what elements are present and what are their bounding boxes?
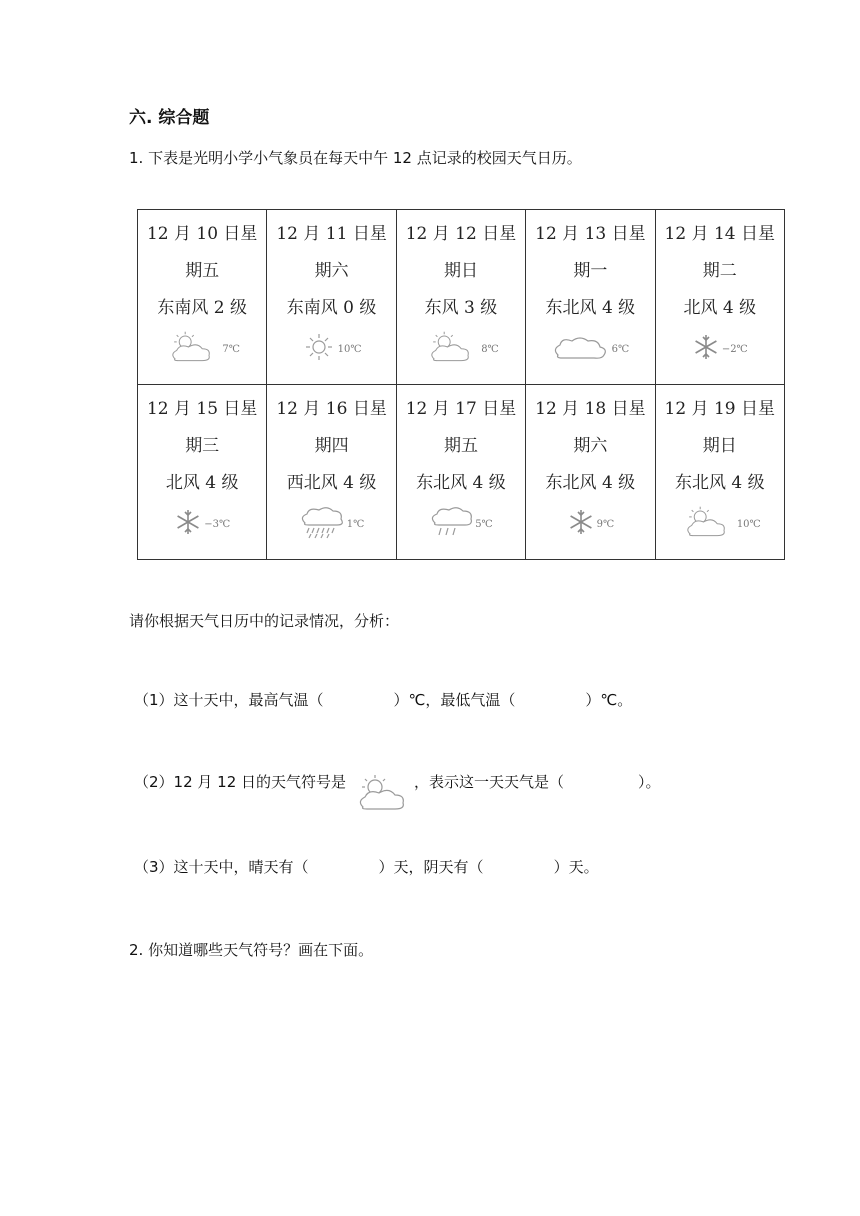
cell-weekday: 期二 xyxy=(702,261,737,281)
cell-temperature: 5℃ xyxy=(475,518,493,530)
weather-cell xyxy=(138,385,267,560)
weather-cell xyxy=(655,210,784,385)
cell-temperature: 1℃ xyxy=(346,518,365,530)
snowflake-icon xyxy=(692,333,720,365)
cell-date: 12 月 15 日星 xyxy=(146,399,258,419)
cell-wind: 东南风 0 级 xyxy=(286,298,377,318)
cell-wind: 西北风 4 级 xyxy=(286,473,377,493)
cell-temperature: 8℃ xyxy=(481,343,499,355)
weather-cell xyxy=(138,210,267,385)
weather-cell xyxy=(396,385,525,560)
cell-date: 12 月 19 日星 xyxy=(664,399,776,419)
cell-weather-symbol xyxy=(526,504,654,544)
cell-temperature: −2℃ xyxy=(721,343,748,355)
cell-weekday: 期四 xyxy=(314,436,349,456)
cell-weather-symbol xyxy=(267,504,395,544)
subquestion-2-part-c: ）。 xyxy=(638,773,661,791)
subquestion-1-part-b: ）℃，最低气温（ xyxy=(393,691,516,709)
table-row xyxy=(138,210,785,385)
weather-calendar-table xyxy=(137,209,785,560)
question-1-intro: 1. 下表是光明小学小气象员在每天中午 12 点记录的校园天气日历。 xyxy=(129,149,582,167)
cell-wind: 东北风 4 级 xyxy=(674,473,765,493)
subquestion-2-rest xyxy=(414,772,661,792)
sun-cloud-icon xyxy=(164,330,220,368)
cell-wind: 北风 4 级 xyxy=(165,473,239,493)
cell-date: 12 月 17 日星 xyxy=(405,399,517,419)
cell-weekday: 期五 xyxy=(185,261,220,281)
cell-weather-symbol xyxy=(526,329,654,369)
question-2: 2. 你知道哪些天气符号？画在下面。 xyxy=(129,941,374,959)
subquestion-2-part-b: ，表示这一天天气是（ xyxy=(414,773,565,791)
cell-date: 12 月 16 日星 xyxy=(276,399,387,419)
cell-date: 12 月 12 日星 xyxy=(405,224,517,244)
cell-weekday: 期三 xyxy=(185,436,220,456)
sun-cloud-icon xyxy=(355,773,411,813)
snowflake-icon xyxy=(174,508,202,540)
subquestion-1 xyxy=(134,690,632,710)
snowflake-icon xyxy=(567,508,595,540)
weather-cell xyxy=(526,210,655,385)
cell-wind: 东北风 4 级 xyxy=(416,473,506,493)
cell-wind: 东北风 4 级 xyxy=(545,473,636,493)
cell-weekday: 期一 xyxy=(573,261,608,281)
table-row xyxy=(138,385,785,560)
cell-date: 12 月 14 日星 xyxy=(664,224,776,244)
weather-cell xyxy=(267,385,396,560)
cell-weather-symbol xyxy=(267,329,395,369)
cell-date: 12 月 11 日星 xyxy=(276,224,387,244)
cell-temperature: 10℃ xyxy=(337,343,362,355)
subquestion-1-part-c: ）℃。 xyxy=(585,691,633,709)
cell-wind: 北风 4 级 xyxy=(683,298,757,318)
weather-cell xyxy=(396,210,525,385)
cell-weather-symbol xyxy=(656,504,784,544)
subquestion-2-part-a: （2）12 月 12 日的天气符号是 xyxy=(134,773,347,791)
cell-temperature: −3℃ xyxy=(204,518,231,530)
subquestion-3-part-a: （3）这十天中，晴天有（ xyxy=(134,858,309,876)
subquestion-3-part-c: ）天。 xyxy=(553,858,599,876)
subquestion-1-part-a: （1）这十天中，最高气温（ xyxy=(134,691,324,709)
cell-weekday: 期五 xyxy=(443,436,478,456)
cell-wind: 东北风 4 级 xyxy=(545,298,636,318)
subquestion-3 xyxy=(134,857,599,877)
cell-date: 12 月 13 日星 xyxy=(535,224,646,244)
cell-date: 12 月 18 日星 xyxy=(535,399,646,419)
cell-temperature: 6℃ xyxy=(611,343,630,355)
cell-wind: 东南风 2 级 xyxy=(157,298,247,318)
weather-cell xyxy=(655,385,784,560)
sun-icon xyxy=(302,332,336,366)
cell-temperature: 9℃ xyxy=(596,518,615,530)
section-title: 六. 综合题 xyxy=(129,108,210,128)
cell-wind: 东风 3 级 xyxy=(424,298,498,318)
subquestion-3-part-b: ）天，阴天有（ xyxy=(378,858,484,876)
cell-temperature: 7℃ xyxy=(222,343,240,355)
analysis-prompt: 请你根据天气日历中的记录情况，分析： xyxy=(129,612,400,630)
cell-temperature: 10℃ xyxy=(736,518,761,530)
cloud-icon xyxy=(552,333,610,365)
cell-weekday: 期六 xyxy=(573,436,608,456)
cell-weather-symbol xyxy=(656,329,784,369)
cell-weather-symbol xyxy=(397,504,525,544)
sun-cloud-icon xyxy=(679,505,735,543)
cell-weather-symbol xyxy=(397,329,525,369)
cell-weather-symbol xyxy=(138,329,266,369)
weather-cell xyxy=(267,210,396,385)
weather-cell xyxy=(526,385,655,560)
rain-cloud-icon xyxy=(299,505,345,543)
sun-cloud-icon xyxy=(423,330,479,368)
light-rain-cloud-icon xyxy=(429,505,473,543)
drawing-area[interactable] xyxy=(129,975,779,1195)
cell-weekday: 期六 xyxy=(314,261,349,281)
cell-date: 12 月 10 日星 xyxy=(146,224,258,244)
cell-weekday: 期日 xyxy=(702,436,737,456)
cell-weekday: 期日 xyxy=(443,261,478,281)
cell-weather-symbol xyxy=(138,504,266,544)
